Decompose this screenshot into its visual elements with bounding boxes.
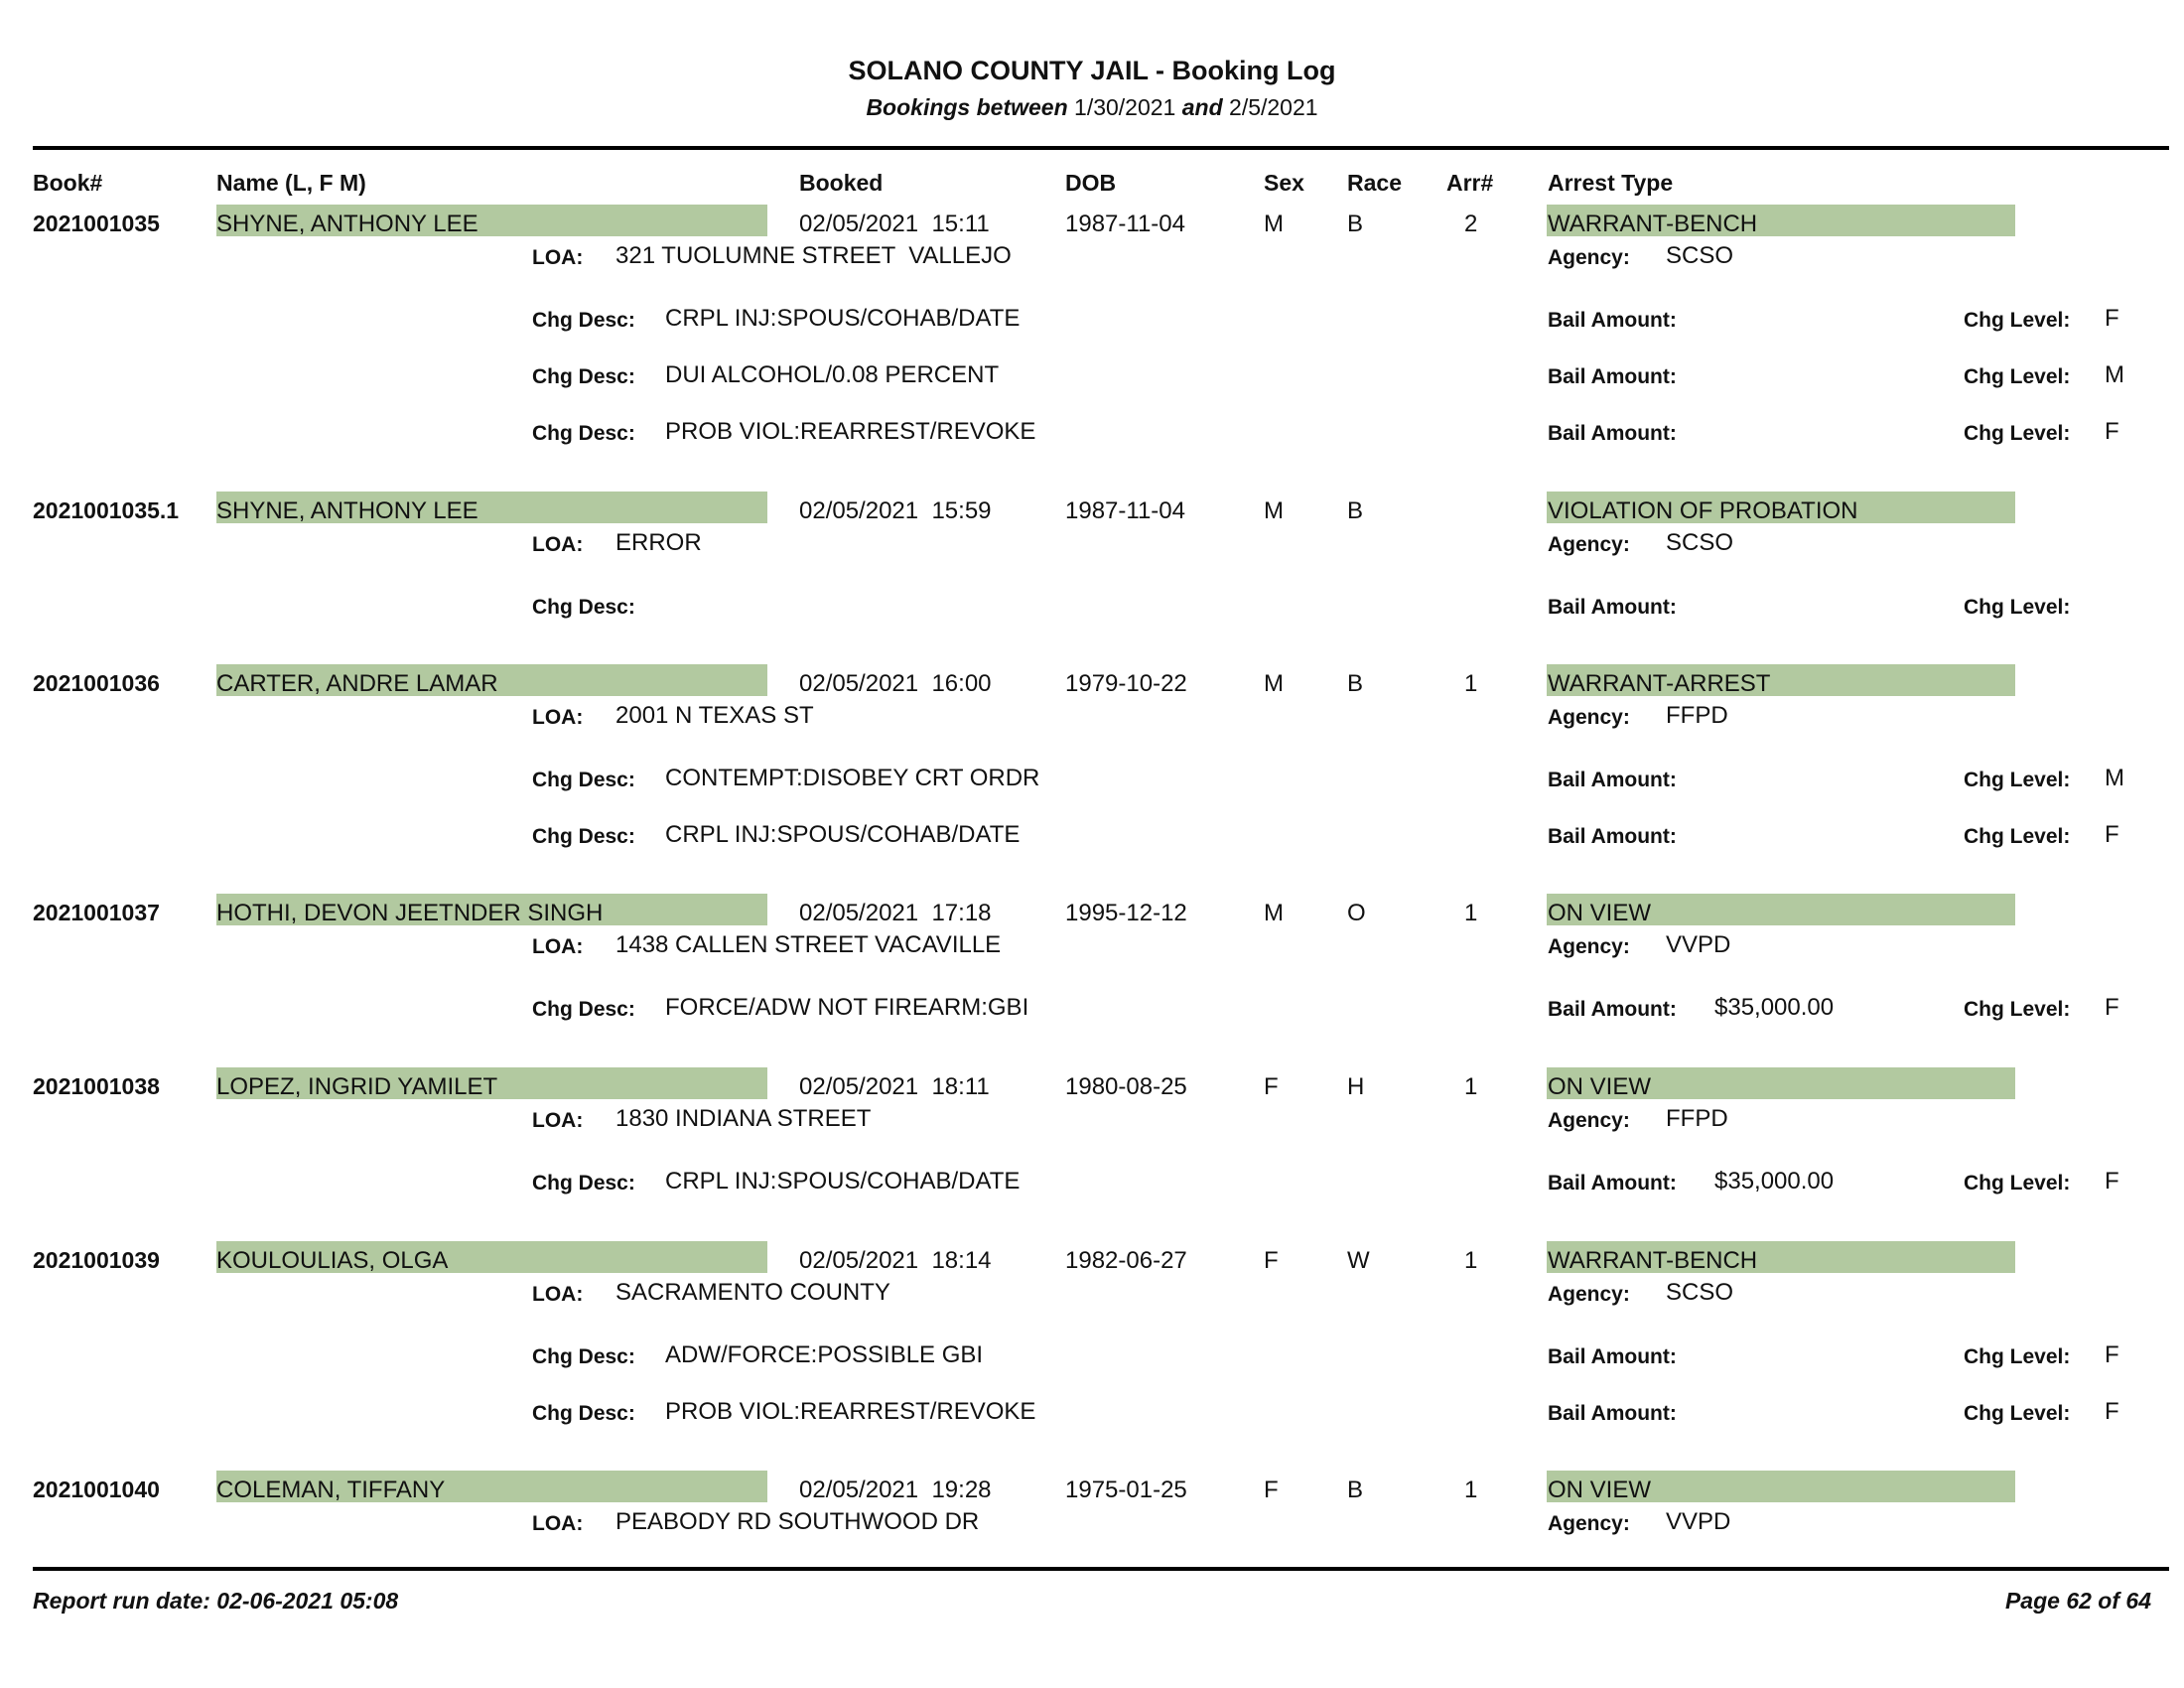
loa-label: LOA: [532,533,584,556]
chg-level-label: Chg Level: [1964,596,2071,619]
chg-desc-label: Chg Desc: [532,422,635,445]
book-number: 2021001039 [33,1247,160,1273]
inmate-name: COLEMAN, TIFFANY [216,1477,446,1503]
chg-desc-label: Chg Desc: [532,825,635,848]
chg-desc-label: Chg Desc: [532,1345,635,1368]
bail-amount-value: $35,000.00 [1714,1168,1835,1195]
col-booked: Booked [799,170,884,196]
sex: M [1264,900,1284,926]
dob: 1975-01-25 [1065,1477,1187,1503]
agency-label: Agency: [1548,1283,1630,1306]
agency-label: Agency: [1548,1109,1630,1132]
chg-desc-value: CRPL INJ:SPOUS/COHAB/DATE [665,821,1021,848]
arrest-type: WARRANT-ARREST [1548,670,1771,697]
chg-desc-label: Chg Desc: [532,1172,635,1195]
agency-value: SCSO [1666,242,1734,269]
subtitle-and: and [1181,94,1223,120]
start-date: 1/30/2021 [1074,94,1176,120]
sex: M [1264,211,1284,237]
book-number: 2021001035.1 [33,497,180,523]
bail-amount-value: $35,000.00 [1714,994,1835,1021]
loa-value: 2001 N TEXAS ST [615,702,814,729]
chg-desc-value: PROB VIOL:REARREST/REVOKE [665,418,1036,445]
chg-level-value: F [2105,821,2119,848]
dob: 1987-11-04 [1065,211,1185,237]
bail-amount-label: Bail Amount: [1548,309,1677,332]
chg-level-value: F [2105,1168,2119,1195]
chg-level-label: Chg Level: [1964,1172,2071,1195]
chg-level-label: Chg Level: [1964,365,2071,388]
col-arrest-type: Arrest Type [1548,170,1674,196]
inmate-name: KOULOULIAS, OLGA [216,1247,449,1274]
bail-amount-label: Bail Amount: [1548,769,1677,791]
chg-desc-label: Chg Desc: [532,309,635,332]
inmate-name: SHYNE, ANTHONY LEE [216,497,478,524]
chg-desc-value: CRPL INJ:SPOUS/COHAB/DATE [665,1168,1021,1195]
chg-desc-value: CRPL INJ:SPOUS/COHAB/DATE [665,305,1021,332]
loa-value: SACRAMENTO COUNTY [615,1279,890,1306]
chg-level-label: Chg Level: [1964,825,2071,848]
booking-record [0,1073,2184,1195]
chg-desc-label: Chg Desc: [532,365,635,388]
agency-label: Agency: [1548,935,1630,958]
header-rule [33,146,2169,150]
loa-value: ERROR [615,529,702,556]
booked-datetime: 02/05/2021 16:00 [799,670,992,697]
bail-amount-label: Bail Amount: [1548,1172,1677,1195]
race: B [1347,1477,1364,1503]
agency-label: Agency: [1548,533,1630,556]
inmate-name: LOPEZ, INGRID YAMILET [216,1073,498,1100]
inmate-name: SHYNE, ANTHONY LEE [216,211,478,237]
booking-record [0,900,2184,1021]
booking-record [0,497,2184,619]
arrest-count: 1 [1464,1247,1478,1274]
book-number: 2021001038 [33,1073,160,1099]
loa-label: LOA: [532,246,584,269]
race: B [1347,211,1364,237]
booked-datetime: 02/05/2021 15:11 [799,211,990,237]
chg-level-value: F [2105,1341,2119,1368]
loa-label: LOA: [532,935,584,958]
arrest-count: 2 [1464,211,1478,237]
booked-datetime: 02/05/2021 18:11 [799,1073,990,1100]
sex: M [1264,670,1284,697]
chg-level-label: Chg Level: [1964,1402,2071,1425]
bail-amount-label: Bail Amount: [1548,998,1677,1021]
book-number: 2021001037 [33,900,160,925]
arrest-type: VIOLATION OF PROBATION [1548,497,1858,524]
race: H [1347,1073,1365,1100]
loa-label: LOA: [532,1283,584,1306]
loa-value: 1830 INDIANA STREET [615,1105,872,1132]
inmate-name: HOTHI, DEVON JEETNDER SINGH [216,900,604,926]
agency-value: SCSO [1666,529,1734,556]
dob: 1987-11-04 [1065,497,1185,524]
agency-value: VVPD [1666,1508,1731,1535]
footer-rule [33,1567,2169,1571]
chg-desc-label: Chg Desc: [532,1402,635,1425]
bail-amount-label: Bail Amount: [1548,825,1677,848]
sex: F [1264,1247,1279,1274]
sex: F [1264,1073,1279,1100]
col-book: Book# [33,170,103,196]
report-title: SOLANO COUNTY JAIL - Booking Log [848,56,1336,85]
book-number: 2021001035 [33,211,160,236]
arrest-type: ON VIEW [1548,900,1652,926]
col-race: Race [1347,170,1402,196]
loa-label: LOA: [532,1109,584,1132]
chg-desc-label: Chg Desc: [532,998,635,1021]
chg-level-value: M [2105,361,2124,388]
bail-amount-label: Bail Amount: [1548,1345,1677,1368]
page-number: Page 62 of 64 [2004,1588,2151,1614]
arrest-type: WARRANT-BENCH [1548,211,1758,237]
booking-record [0,670,2184,848]
arrest-type: ON VIEW [1548,1477,1652,1503]
col-name: Name (L, F M) [216,170,366,196]
bail-amount-label: Bail Amount: [1548,422,1677,445]
bail-amount-label: Bail Amount: [1548,596,1677,619]
race: O [1347,900,1366,926]
dob: 1995-12-12 [1065,900,1187,926]
dob: 1979-10-22 [1065,670,1187,697]
bail-amount-label: Bail Amount: [1548,1402,1677,1425]
loa-value: 321 TUOLUMNE STREET VALLEJO [615,242,1012,269]
sex: M [1264,497,1284,524]
chg-desc-label: Chg Desc: [532,596,635,619]
agency-value: VVPD [1666,931,1731,958]
race: B [1347,670,1364,697]
chg-desc-value: DUI ALCOHOL/0.08 PERCENT [665,361,1000,388]
subtitle-prefix: Bookings between [866,94,1068,120]
loa-label: LOA: [532,706,584,729]
col-arr: Arr# [1446,170,1494,196]
chg-level-value: F [2105,1398,2119,1425]
booking-record [0,1247,2184,1425]
arrest-count: 1 [1464,1073,1478,1100]
chg-level-label: Chg Level: [1964,1345,2071,1368]
report-run-date: Report run date: 02-06-2021 05:08 [33,1588,399,1614]
race: W [1347,1247,1370,1274]
chg-desc-value: ADW/FORCE:POSSIBLE GBI [665,1341,984,1368]
chg-level-value: F [2105,305,2119,332]
chg-level-value: F [2105,994,2119,1021]
chg-level-value: M [2105,765,2124,791]
agency-label: Agency: [1548,246,1630,269]
loa-value: PEABODY RD SOUTHWOOD DR [615,1508,980,1535]
arrest-count: 1 [1464,900,1478,926]
dob: 1980-08-25 [1065,1073,1187,1100]
agency-label: Agency: [1548,706,1630,729]
chg-level-label: Chg Level: [1964,422,2071,445]
col-sex: Sex [1264,170,1304,196]
arrest-count: 1 [1464,1477,1478,1503]
col-dob: DOB [1065,170,1117,196]
report-subtitle [0,94,2184,121]
chg-desc-value: PROB VIOL:REARREST/REVOKE [665,1398,1036,1425]
loa-label: LOA: [532,1512,584,1535]
booked-datetime: 02/05/2021 18:14 [799,1247,992,1274]
chg-level-value: F [2105,418,2119,445]
booked-datetime: 02/05/2021 17:18 [799,900,992,926]
arrest-count: 1 [1464,670,1478,697]
agency-value: FFPD [1666,1105,1728,1132]
chg-level-label: Chg Level: [1964,998,2071,1021]
book-number: 2021001040 [33,1477,160,1502]
arrest-type: WARRANT-BENCH [1548,1247,1758,1274]
booked-datetime: 02/05/2021 19:28 [799,1477,992,1503]
chg-level-label: Chg Level: [1964,769,2071,791]
loa-value: 1438 CALLEN STREET VACAVILLE [615,931,1002,958]
dob: 1982-06-27 [1065,1247,1187,1274]
book-number: 2021001036 [33,670,160,696]
inmate-name: CARTER, ANDRE LAMAR [216,670,498,697]
race: B [1347,497,1364,524]
end-date: 2/5/2021 [1229,94,1318,120]
chg-desc-value: FORCE/ADW NOT FIREARM:GBI [665,994,1029,1021]
agency-label: Agency: [1548,1512,1630,1535]
booked-datetime: 02/05/2021 15:59 [799,497,992,524]
chg-desc-value: CONTEMPT:DISOBEY CRT ORDR [665,765,1040,791]
agency-value: FFPD [1666,702,1728,729]
sex: F [1264,1477,1279,1503]
chg-level-label: Chg Level: [1964,309,2071,332]
bail-amount-label: Bail Amount: [1548,365,1677,388]
agency-value: SCSO [1666,1279,1734,1306]
chg-desc-label: Chg Desc: [532,769,635,791]
arrest-type: ON VIEW [1548,1073,1652,1100]
